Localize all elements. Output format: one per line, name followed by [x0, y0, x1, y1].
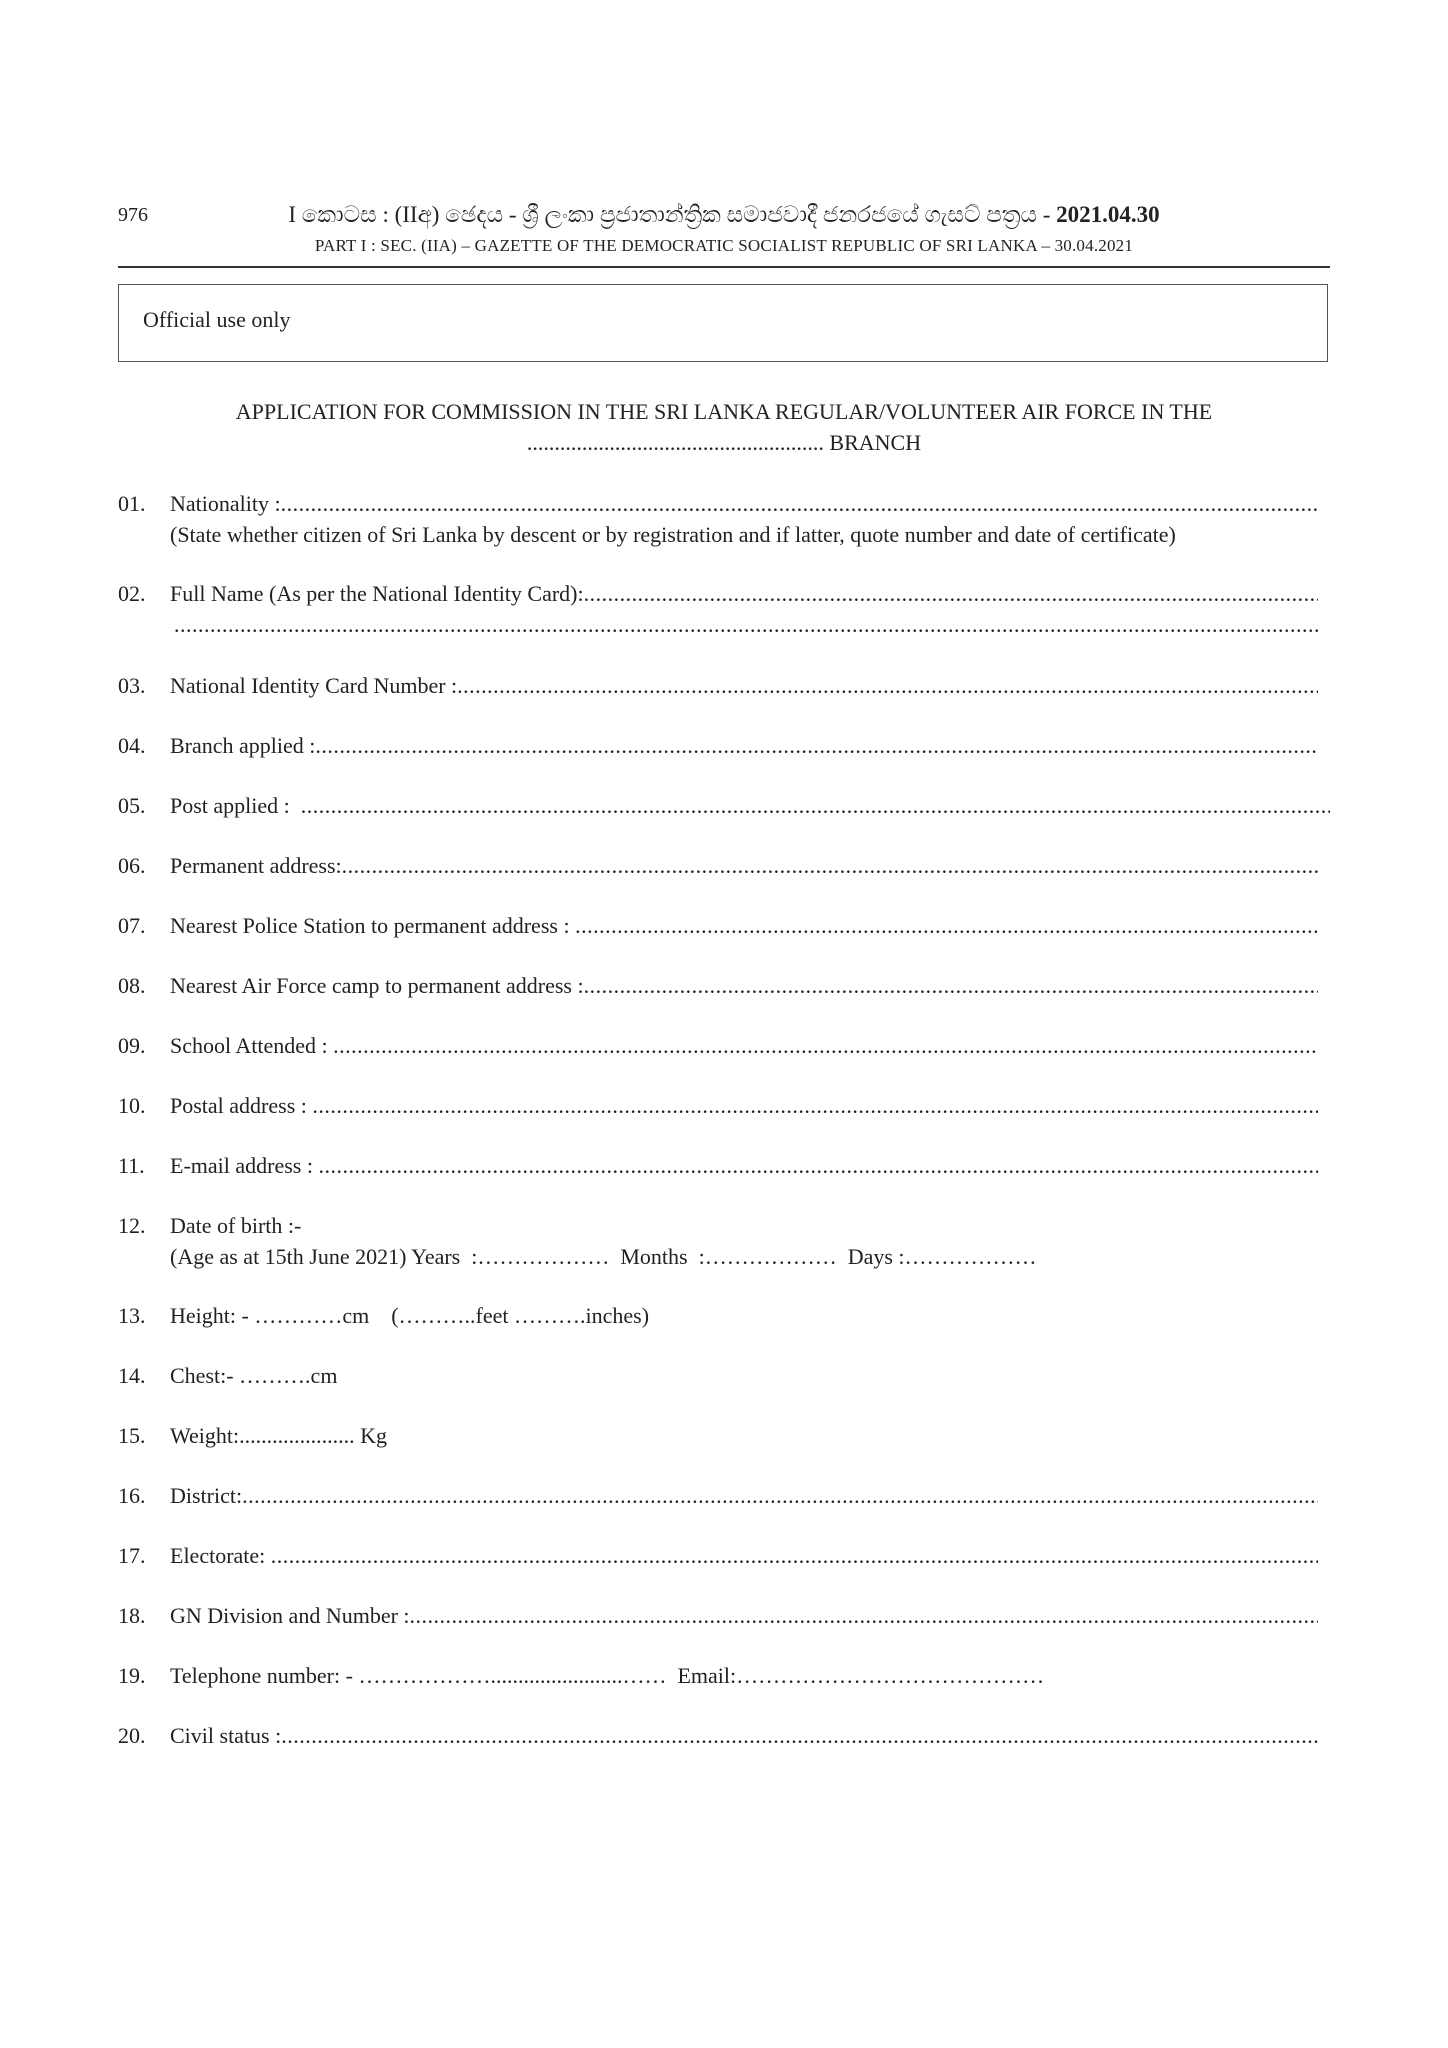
field-label: Date of birth :- [170, 1213, 302, 1238]
form-title-line2: ...................................................... BRANCH [526, 430, 922, 455]
school-attended-input[interactable] [333, 1030, 1318, 1061]
field-number: 02. [118, 581, 146, 606]
height-input[interactable]: Height: - …………cm (………..feet ……….inches) [170, 1303, 650, 1328]
field-label: School Attended : [170, 1033, 334, 1058]
field-number: 16. [118, 1483, 146, 1508]
form-title [0, 396, 1448, 458]
gazette-header-sinhala [0, 202, 1448, 228]
telephone-email-input[interactable]: Telephone number: - ………………........................…… Email:…………………………………… [170, 1663, 1045, 1688]
field-label: Post applied : [170, 793, 301, 818]
field-number: 07. [118, 913, 146, 938]
field-label: Nearest Police Station to permanent address : [170, 913, 576, 938]
weight-input[interactable]: Weight:..................... Kg [170, 1423, 387, 1448]
page-number: 976 [118, 204, 148, 226]
field-number: 10. [118, 1093, 146, 1118]
field-number: 06. [118, 853, 146, 878]
field-label: Electorate: [170, 1543, 271, 1568]
full-name-input[interactable] [584, 578, 1318, 609]
full-name-input-line2[interactable] [174, 609, 1318, 640]
field-number: 14. [118, 1363, 146, 1388]
nationality-input[interactable] [281, 488, 1318, 519]
email-address-input[interactable] [318, 1150, 1318, 1181]
field-label: Branch applied : [170, 733, 316, 758]
header-divider [118, 266, 1330, 268]
field-note: (State whether citizen of Sri Lanka by descent or by registration and if latter, quote number and date of certificate) [170, 522, 1176, 547]
field-number: 18. [118, 1603, 146, 1628]
nic-number-input[interactable] [457, 670, 1318, 701]
field-number: 09. [118, 1033, 146, 1058]
nearest-police-station-input[interactable] [575, 910, 1318, 941]
field-number: 17. [118, 1543, 146, 1568]
field-number: 15. [118, 1423, 146, 1448]
field-label: District: [170, 1483, 243, 1508]
field-number: 03. [118, 673, 146, 698]
district-input[interactable] [242, 1480, 1318, 1511]
field-label: E-mail address : [170, 1153, 319, 1178]
field-number: 04. [118, 733, 146, 758]
field-number: 12. [118, 1213, 146, 1238]
post-applied-input[interactable] [301, 790, 1330, 821]
permanent-address-input[interactable] [342, 850, 1318, 881]
form-title-line1: APPLICATION FOR COMMISSION IN THE SRI LANKA REGULAR/VOLUNTEER AIR FORCE IN THE [235, 399, 1213, 424]
field-number: 01. [118, 491, 146, 516]
field-number: 08. [118, 973, 146, 998]
official-use-label: Official use only [143, 307, 291, 332]
field-label: Nearest Air Force camp to permanent address : [170, 973, 584, 998]
branch-applied-input[interactable] [315, 730, 1318, 761]
gazette-title-sinhala: I කොටස : (IIඅ) ඡෙදය - ශ්‍රී ලංකා ප්‍රජාතාන්ත්‍රික සමාජවාදී ජනරජයේ ගැසට් පත්‍රය - [288, 202, 1057, 227]
civil-status-input[interactable] [281, 1720, 1318, 1751]
gazette-header-english: PART I : SEC. (IIA) – GAZETTE OF THE DEMOCRATIC SOCIALIST REPUBLIC OF SRI LANKA – 30.04.2021 [314, 236, 1134, 255]
field-label: GN Division and Number : [170, 1603, 410, 1628]
nearest-air-force-camp-input[interactable] [584, 970, 1318, 1001]
field-number: 05. [118, 793, 146, 818]
official-use-box [118, 284, 1328, 362]
field-label: Civil status : [170, 1723, 282, 1748]
field-label: Nationality : [170, 491, 281, 516]
field-label: Full Name (As per the National Identity Card): [170, 581, 584, 606]
gazette-date: 2021.04.30 [1056, 202, 1160, 227]
field-number: 20. [118, 1723, 146, 1748]
field-label: Permanent address: [170, 853, 342, 878]
gn-division-input[interactable] [410, 1600, 1318, 1631]
chest-input[interactable]: Chest:- ……….cm [170, 1363, 338, 1388]
postal-address-input[interactable] [312, 1090, 1318, 1121]
age-inputs[interactable]: (Age as at 15th June 2021) Years :……………… Months :……………… Days :……………… [170, 1244, 1037, 1269]
electorate-input[interactable] [271, 1540, 1318, 1571]
field-number: 19. [118, 1663, 146, 1688]
field-number: 13. [118, 1303, 146, 1328]
field-label: National Identity Card Number : [170, 673, 458, 698]
field-number: 11. [118, 1153, 145, 1178]
field-label: Postal address : [170, 1093, 313, 1118]
